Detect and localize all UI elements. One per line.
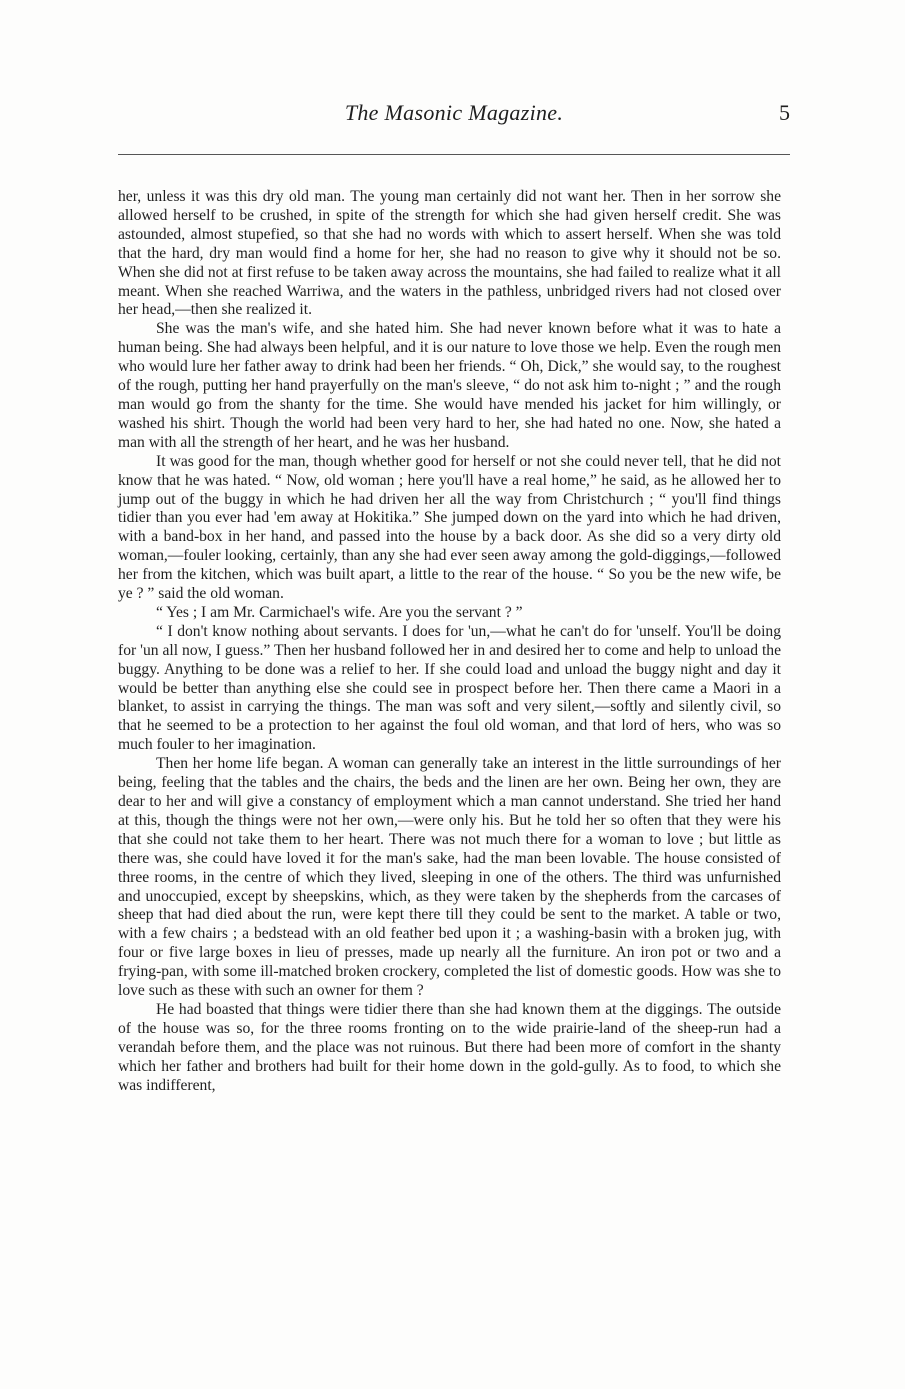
- page-number: 5: [779, 100, 790, 125]
- paragraph: “ Yes ; I am Mr. Carmichael's wife. Are you the servant ? ”: [156, 603, 523, 621]
- running-header: [118, 100, 790, 136]
- paragraph: He had boasted that things were tidier there than she had known them at the diggings. The outside of the house was so, for the three rooms fronting on to the wide prairie-land of the sheep-run had a verandah before them, and the place was not ruinous. But there had been more of comfort in the shanty which her father and brothers had built for their home down in the gold-gully. As to food, to which she was indifferent,: [118, 1000, 781, 1094]
- header-rule: [118, 154, 790, 155]
- magazine-title: The Masonic Magazine.: [344, 100, 564, 125]
- paragraph: Then her home life began. A woman can generally take an interest in the little surroundings of her being, feeling that the tables and the chairs, the beds and the linen are her own. Being her own, they are dear to her and will give a constancy of employment which a man cannot understand. She tried her hand at this, though the things were not her own,—were only his. But he told her so often that they were his that she could not take them to her heart. There was not much there for a woman to love ; but little as there was, she could have loved it for the man's sake, had the man been lovable. The house consisted of three rooms, in the centre of which they lived, sleeping in one of the others. The third was unfurnished and unoccupied, except by sheepskins, which, as they were taken by the shepherds from the carcases of sheep that had died about the run, were kept there till they could be sent to the market. A table or two, with a few chairs ; a bedstead with an old feather bed upon it ; a washing-basin with a broken jug, with four or five large boxes in lieu of presses, made up nearly all the furniture. An iron pot or two and a frying-pan, with some ill-matched broken crockery, completed the list of domestic goods. How was she to love such as these with such an owner for them ?: [118, 755, 781, 1000]
- paragraph: She was the man's wife, and she hated him. She had never known before what it was to hate a human being. She had always been helpful, and it is our nature to love those we help. Even the rough men who would lure her father away to drink had been her friends. “ Oh, Dick,” she would say, to the roughest of the rough, putting her hand prayerfully on the man's sleeve, “ do not ask him to-night ; ” and the rough man would go from the shanty for the time. She would have mended his jacket for him willingly, or washed his shirt. Though the world had been very hard to her, she had hated no one. Now, she hated a man with all the strength of her heart, and he was her husband.: [118, 320, 781, 451]
- paragraph: her, unless it was this dry old man. The young man certainly did not want her. Then in her sorrow she allowed herself to be crushed, in spite of the strength for which she had given herself credit. She was astounded, almost stupefied, so that she had no words with which to assert herself. When she was told that the hard, dry man would find a home for her, she had no reason to give why it should not be so. When she did not at first refuse to be taken away across the mountains, she had failed to realize what it all meant. When she reached Warriwa, and the waters in the pathless, unbridged rivers had not closed over her head,—then she realized it.: [118, 188, 781, 319]
- article-body: [118, 188, 781, 1096]
- paragraph: “ I don't know nothing about servants. I does for 'un,—what he can't do for 'unself. You'll be doing for 'un all now, I guess.” Then her husband followed her in and desired her to come and help to unload the buggy. Anything to be done was a relief to her. If she could load and unload the buggy night and day it would be better than anything else she could see in prospect before her. Then there came a Maori in a blanket, to assist in carrying the things. The man was soft and very silent,—softly and silently civil, so that he seemed to be a protection to her against the foul old woman, and that lord of hers, who was so much fouler to her imagination.: [118, 622, 781, 754]
- paragraph: It was good for the man, though whether good for herself or not she could never tell, that he did not know that he was hated. “ Now, old woman ; here you'll have a real home,” he said, as he allowed her to jump out of the buggy in which he had driven her all the way from Christchurch ; “ you'll find things tidier than you ever had 'em away at Hokitika.” She jumped down on the yard into which he had driven, with a band-box in her hand, and passed into the house by a back door. As she did so a very dirty old woman,—fouler looking, certainly, than any she had ever seen away among the gold-diggings,—followed her from the kitchen, which was built apart, a little to the rear of the house. “ So you be the new wife, be ye ? ” said the old woman.: [118, 452, 781, 603]
